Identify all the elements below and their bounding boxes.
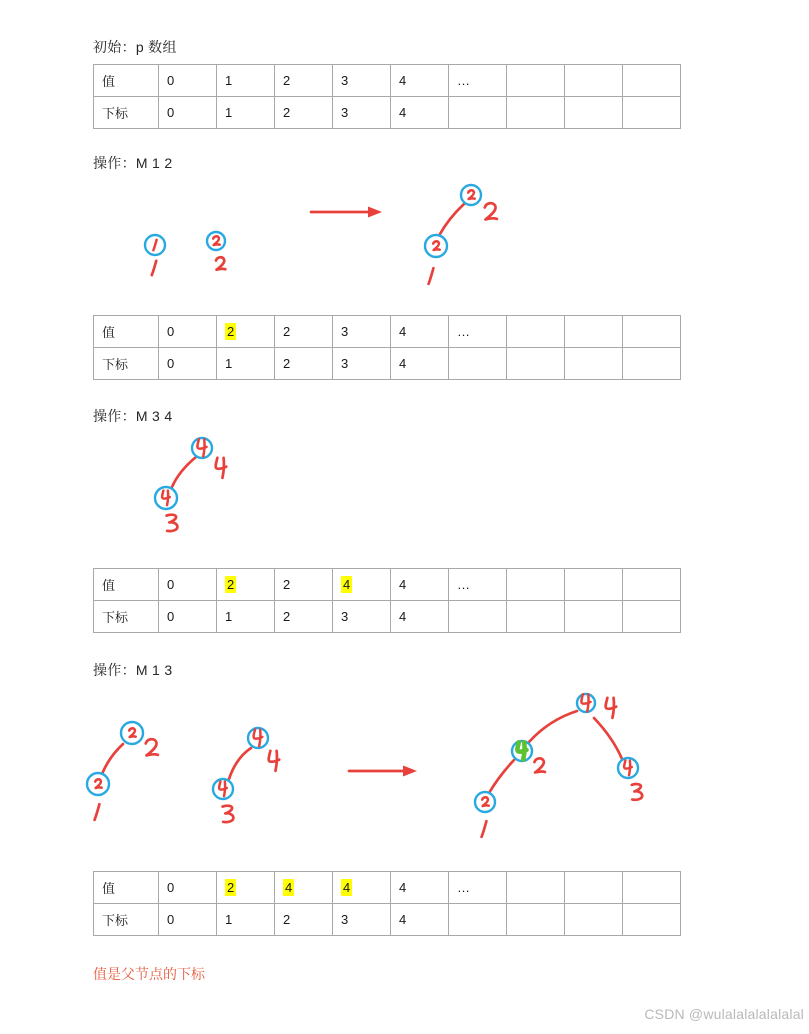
cell-value: 2 [283,105,291,120]
array-cell [217,872,275,904]
array-cell [449,872,507,904]
array-cell [449,569,507,601]
cell-value: 2 [227,880,235,895]
array-cell [159,65,217,97]
table-row [94,569,681,601]
cell-value: 2 [283,324,291,339]
cell-value: 4 [285,880,293,895]
hand-drawn-diagram [0,180,809,302]
tree-edge [229,748,251,779]
tree-edge [489,760,514,793]
node-index-label [429,268,434,284]
p-array-table [93,64,681,129]
node-index-label [482,821,487,837]
array-cell [449,904,507,936]
p-array-table [93,315,681,380]
array-cell [565,348,623,380]
table-row [94,316,681,348]
array-cell [333,97,391,129]
array-cell [565,872,623,904]
array-cell [449,601,507,633]
array-cell [565,316,623,348]
array-cell [507,348,565,380]
op-label-m12: 操作：M 1 2 [93,155,173,171]
array-cell [275,97,333,129]
node-circle [87,773,109,795]
arrow-head-icon [368,207,382,218]
op-label-m34: 操作：M 3 4 [93,408,173,424]
array-cell [391,316,449,348]
array-cell [333,569,391,601]
cell-value: 2 [227,577,235,592]
array-cell [333,904,391,936]
cell-value: 0 [167,73,175,88]
p-array-table [93,568,681,633]
node-circle [461,185,481,205]
hand-drawn-diagram [0,688,809,852]
array-cell [217,601,275,633]
cell-value: 1 [225,73,233,88]
array-cell [275,65,333,97]
node-index-label [606,698,617,718]
row-label: 下标 [94,348,159,380]
array-cell [565,569,623,601]
node-circle [475,792,495,812]
cell-value: 3 [341,324,349,339]
cell-value: 0 [167,324,175,339]
cell-value: 1 [225,609,233,624]
array-cell [391,601,449,633]
cell-value: 2 [283,73,291,88]
array-cell [391,569,449,601]
array-cell [507,65,565,97]
node-circle [207,232,225,250]
node-index-label [223,806,234,822]
array-cell [623,316,681,348]
array-cell [159,316,217,348]
cell-value: 4 [399,609,407,624]
p-array-table [93,871,681,936]
array-cell [391,97,449,129]
array-cell [275,316,333,348]
cell-value: 0 [167,577,175,592]
array-cell [275,569,333,601]
cell-value: 2 [283,912,291,927]
array-cell [333,316,391,348]
table-row [94,348,681,380]
node-index-label [534,758,545,772]
array-cell [217,316,275,348]
array-cell [391,65,449,97]
cell-value: 0 [167,880,175,895]
cell-value: … [457,577,470,592]
array-cell [507,97,565,129]
array-cell [333,348,391,380]
array-cell [217,97,275,129]
p-array-table-after-m13 [93,871,681,936]
cell-value: 2 [283,609,291,624]
array-cell [333,601,391,633]
array-cell [391,348,449,380]
array-cell [507,904,565,936]
node-circle [121,722,143,744]
array-cell [565,601,623,633]
p-array-table-after-m34 [93,568,681,633]
array-cell [275,872,333,904]
array-cell [507,601,565,633]
array-cell [623,569,681,601]
array-cell [565,904,623,936]
cell-value: 3 [341,73,349,88]
row-label: 值 [94,872,159,904]
cell-value: 2 [283,356,291,371]
cell-value: 0 [167,356,175,371]
cell-value: 4 [399,356,407,371]
array-cell [217,569,275,601]
array-cell [159,97,217,129]
array-cell [159,872,217,904]
cell-value: 4 [399,324,407,339]
cell-value: 4 [343,577,351,592]
array-cell [623,65,681,97]
cell-value: 1 [225,356,233,371]
array-cell [565,65,623,97]
cell-value: 2 [283,577,291,592]
cell-value: 1 [225,105,233,120]
node-index-label [152,261,156,275]
node-index-label [216,257,225,270]
array-cell [333,872,391,904]
row-label: 下标 [94,97,159,129]
tree-edge [172,457,196,487]
row-label: 下标 [94,904,159,936]
node-index-label [269,751,280,771]
array-cell [507,569,565,601]
cell-value: 3 [341,105,349,120]
array-cell [159,601,217,633]
op-label-m13: 操作：M 1 3 [93,662,173,678]
array-cell [449,97,507,129]
tree-edge [102,744,123,774]
cell-value: 0 [167,609,175,624]
node-circle [425,235,447,257]
array-cell [333,65,391,97]
arrow-head-icon [403,766,417,777]
diagram-merge-1-3 [0,688,809,852]
diagram-merge-1-2 [0,180,809,302]
array-cell [391,872,449,904]
array-cell [449,348,507,380]
array-cell [623,872,681,904]
array-cell [217,904,275,936]
cell-value: 4 [399,105,407,120]
cell-value: 0 [167,105,175,120]
cell-value: 2 [227,324,235,339]
tree-edge [529,711,577,742]
array-cell [275,904,333,936]
table-row [94,65,681,97]
row-label: 值 [94,569,159,601]
cell-value: 0 [167,912,175,927]
array-cell [623,348,681,380]
p-array-table-initial [93,64,681,129]
array-cell [159,348,217,380]
table-row [94,904,681,936]
array-cell [275,348,333,380]
tree-edge [594,718,622,759]
array-cell [623,601,681,633]
array-cell [507,872,565,904]
array-cell [623,97,681,129]
row-label: 值 [94,65,159,97]
array-cell [159,904,217,936]
tree-edge [440,204,464,234]
array-cell [507,316,565,348]
row-label: 值 [94,316,159,348]
cell-value: … [457,880,470,895]
node-index-label [216,458,227,478]
note-parent-index: 值是父节点的下标 [93,966,205,982]
node-index-label [95,804,100,820]
table-row [94,97,681,129]
node-index-label [146,739,158,755]
cell-value: 3 [341,609,349,624]
array-cell [217,65,275,97]
row-label: 下标 [94,601,159,633]
node-index-label [632,784,642,800]
array-cell [217,348,275,380]
diagram-merge-3-4 [0,425,809,547]
array-cell [391,904,449,936]
table-row [94,601,681,633]
cell-value: 1 [225,912,233,927]
cell-value: 4 [399,577,407,592]
cell-value: 3 [341,356,349,371]
array-cell [449,65,507,97]
table-row [94,872,681,904]
array-cell [623,904,681,936]
array-cell [565,97,623,129]
csdn-watermark: CSDN @wulalalalalalalal [644,1006,804,1022]
hand-drawn-diagram [0,425,809,547]
cell-value: 4 [399,912,407,927]
node-index-label [167,515,178,531]
cell-value: 3 [341,912,349,927]
array-cell [159,569,217,601]
cell-value: … [457,324,470,339]
array-cell [275,601,333,633]
cell-value: 4 [343,880,351,895]
cell-value: … [457,73,470,88]
section-title-initial: 初始：p 数组 [93,39,177,55]
cell-value: 4 [399,880,407,895]
cell-value: 4 [399,73,407,88]
p-array-table-after-m12 [93,315,681,380]
node-index-label [485,203,497,219]
array-cell [449,316,507,348]
